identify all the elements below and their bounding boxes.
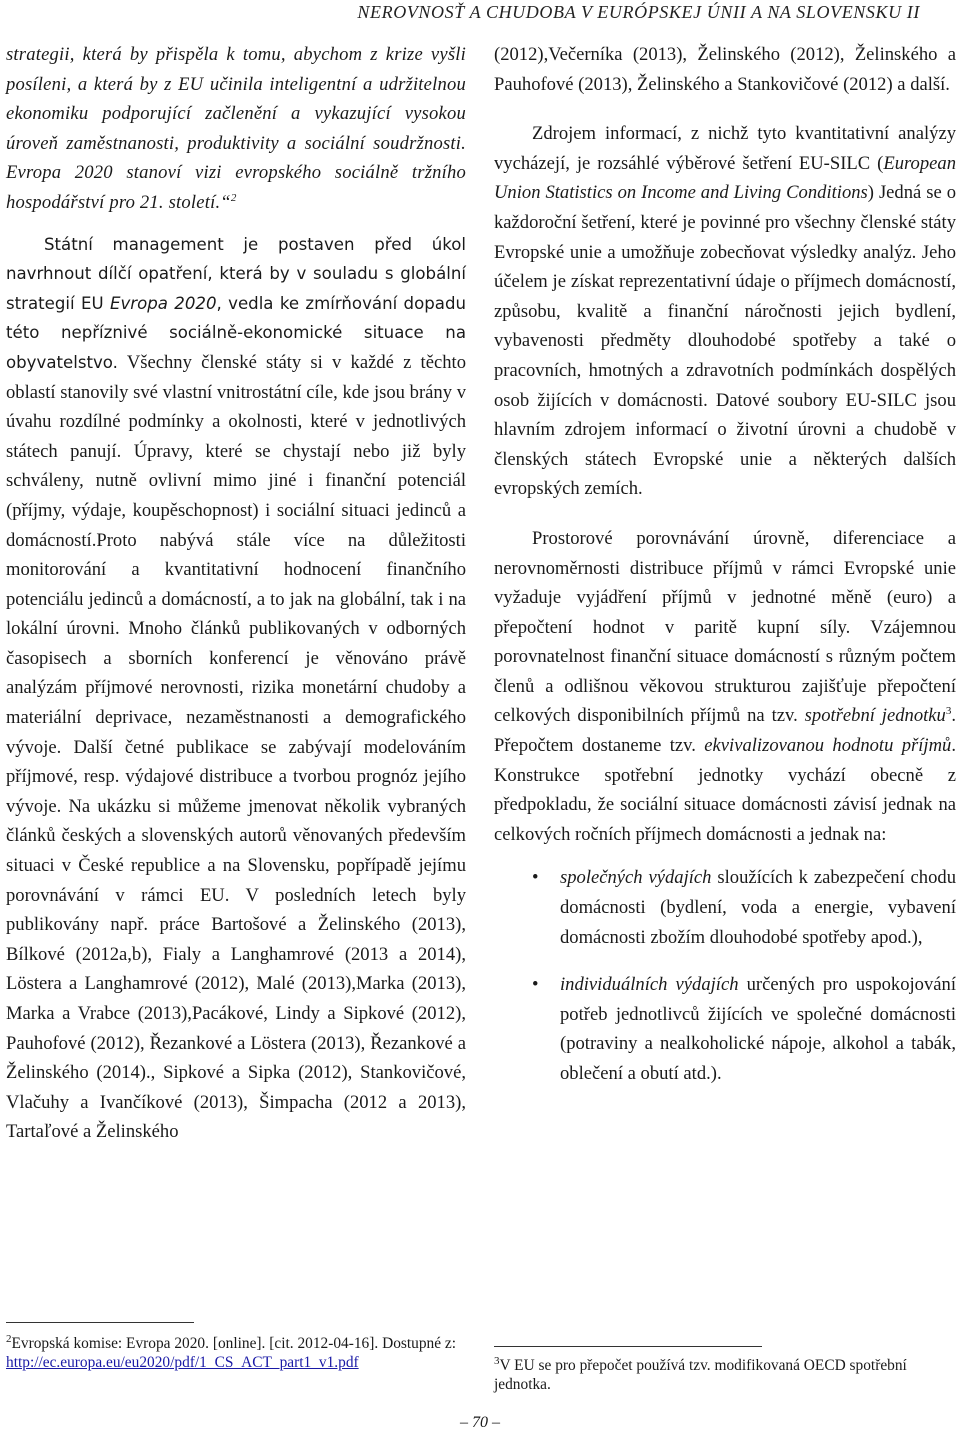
paragraph-text: Státní management je postaven před úkol navrhnout dílčí opatření, která by v souladu s globální strategií EU <box>6 234 466 313</box>
list-item <box>494 863 956 952</box>
quote-text: strategii, která by přispěla k tomu, abychom z krize vyšli posíleni, a která by z EU učinila inteligentní a udržitelnou ekonomiku podporující začlenění a vykazující vysokou úroveň zaměstnanosti, produktivity a sociální soudržnosti. Evropa 2020 stanoví vizi evropského sociálně tržního hospodářství pro 21. století.“ <box>6 44 466 213</box>
emphasis-text: Evropa 2020 <box>109 293 217 313</box>
bullet-marker: • <box>532 867 539 889</box>
emphasis-text: individuálních výdajích <box>560 974 739 996</box>
emphasis-text: spotřební jednotku <box>804 705 946 727</box>
list-item <box>494 970 956 1088</box>
footnote-number: 3 <box>494 1354 500 1367</box>
footnote-text: Evropská komise: Evropa 2020. [online]. [cit. 2012-04-16]. Dostupné z: <box>11 1335 457 1352</box>
bullet-list <box>494 863 956 1088</box>
page-number: – 70 – <box>460 1414 500 1431</box>
body-paragraph-comparison <box>494 524 956 850</box>
left-column <box>6 40 466 1147</box>
footnote-ref-2[interactable]: 2 <box>230 191 237 204</box>
emphasis-text: European Union Statistics on Income and Living Conditions <box>494 152 956 204</box>
right-column <box>494 40 956 1107</box>
footnote-link[interactable]: http://ec.europa.eu/eu2020/pdf/1_CS_ACT_part1_v1.pdf <box>6 1354 359 1371</box>
paragraph-text: , vedla ke zmírňování dopadu této nepříznivé sociálně-ekonomické situace na obyvatelstvo. <box>6 293 466 372</box>
paragraph-text: Zdrojem informací, z nichž tyto kvantitativní analýzy vycházejí, je rozsáhlé výběrové šetření EU-SILC ( <box>494 123 956 174</box>
paragraph-text: Prostorové porovnávání úrovně, diferenciace a nerovnoměrnosti distribuce příjmů v rámci Evropské unie vyžaduje vyjádření příjmů v jednotné měně (euro) a přepočtení hodnot v paritě kupní síly. Vzájemnou porovnatelnost finanční situace domácností s různým počtem členů a odlišnou věkovou strukturou zajišťuje přepočtení celkových disponibilních příjmů na tzv. <box>494 527 956 727</box>
footnote-divider <box>6 1322 194 1323</box>
footnote-text: V EU se pro přepočet používá tzv. modifikovaná OECD spotřební jednotka. <box>494 1357 907 1393</box>
footnote-2 <box>6 1334 476 1372</box>
bullet-marker: • <box>532 974 539 996</box>
paragraph-text: . Konstrukce spotřební jednotky vychází obecně z předpokladu, že sociální situace domácnosti závisí jednak na celkových ročních příjmech domácnosti a jednak na: <box>494 735 956 845</box>
paragraph-text: ) Jedná se o každoroční šetření, které je povinné pro všechny členské státy Evropské unie a umožňuje zobecňovat výsledky analýz. Jeho účelem je získat reprezentativní údaje o příjmech domácností, způsobu, kvalitě a finanční náročnosti jejich bydlení, vybavenosti předměty dlouhodobé spotřeby a také o pracovních, hmotných a zdravotních podmínkách dospělých osob žijících v domácnosti. Datové soubory EU-SILC jsou hlavním zdrojem informací o životní úrovni a chudobě v členských státech Evropské unie a některých dalších evropských zemích. <box>494 182 956 500</box>
body-paragraph-eu-silc <box>494 119 956 504</box>
list-item-text: sloužících k zabezpečení chodu domácnosti (bydlení, voda a energie, vybavení domácnosti zbožím dlouhodobé spotřeby apod.), <box>560 867 956 948</box>
emphasis-text: ekvivalizovanou hodnotu příjmů <box>704 735 952 757</box>
emphasis-text: společných výdajích <box>560 867 712 889</box>
footnote-number: 2 <box>6 1332 12 1345</box>
paragraph-text: Proto nabývá stále více na důležitosti monitorování a kvantitativní hodnocení finančního potenciálu jedinců a domácností, a to jak na globální, tak i na lokální úrovni. Mnoho článků publikovaných v odborných časopisech a sborních konferencí je věnováno právě analýzám příjmové nerovnosti, rizika monetární chudoby a materiální deprivace, nezaměstnanosti a demografického vývoje. Další četné publikace se zabývají modelováním příjmové, resp. výdajové distribuce a tvorbou prognóz jejího vývoje. Na ukázku si můžeme jmenovat několik vybraných článků českých a slovenských autorů věnovaných především situaci v České republice a na Slovensku, popřípadě jejímu porovnávání v rámci EU. V posledních letech byly publikovány např. práce Bartošové a Želinského (2013), Bílkové (2012a,b), Fialy a Langhamrové (2013 a 2014), Löstera a Langhamrové (2012), Malé (2013),Marka (2013), Marka a Vrabce (2013),Pacákové, Lindy a Sipkové (2012), Pauhofové (2012), Řezankové a Löstera (2013), Řezankové a Želinského (2014)., Sipkové a Sipka (2012), Stankovičové, Vlačuhy a Ivančíkové (2013), Šimpacha (2012 a 2013), Tartaľové a Želinského <box>6 529 466 1143</box>
quote-paragraph <box>6 40 466 218</box>
paragraph-text: Všechny členské státy si v každé z těchto oblastí stanovily své vlastní vnitrostátní cíle, kde jsou brány v úvahu rozdílné podmínky a okolnosti, které v jednotlivých státech panují. Úpravy, které se chystají nebo již byly schváleny, nutně ovlivní mimo jiné i finanční potenciál (příjmy, výdaje, koupěschopnost) i sociální situaci jedinců a domácností. <box>6 351 466 551</box>
footnote-divider <box>494 1346 762 1347</box>
list-item-text: určených pro uspokojování potřeb jednotlivců žijících ve společné domácnosti (potraviny a nealkoholické nápoje, alkohol a tabák, oblečení a obutí atd.). <box>560 974 956 1084</box>
body-paragraph-continued: (2012),Večerníka (2013), Želinského (2012), Želinského a Pauhofové (2013), Želinského a Stankovičové (2012) a další. <box>494 44 956 95</box>
paragraph-text: . Přepočtem dostaneme tzv. <box>494 705 956 757</box>
footnote-ref-3[interactable]: 3 <box>945 705 952 718</box>
body-paragraph-management <box>6 230 466 1147</box>
running-header: NEROVNOSŤ A CHUDOBA V EURÓPSKEJ ÚNII A NA SLOVENSKU II <box>357 2 920 22</box>
footnote-3 <box>494 1356 944 1394</box>
